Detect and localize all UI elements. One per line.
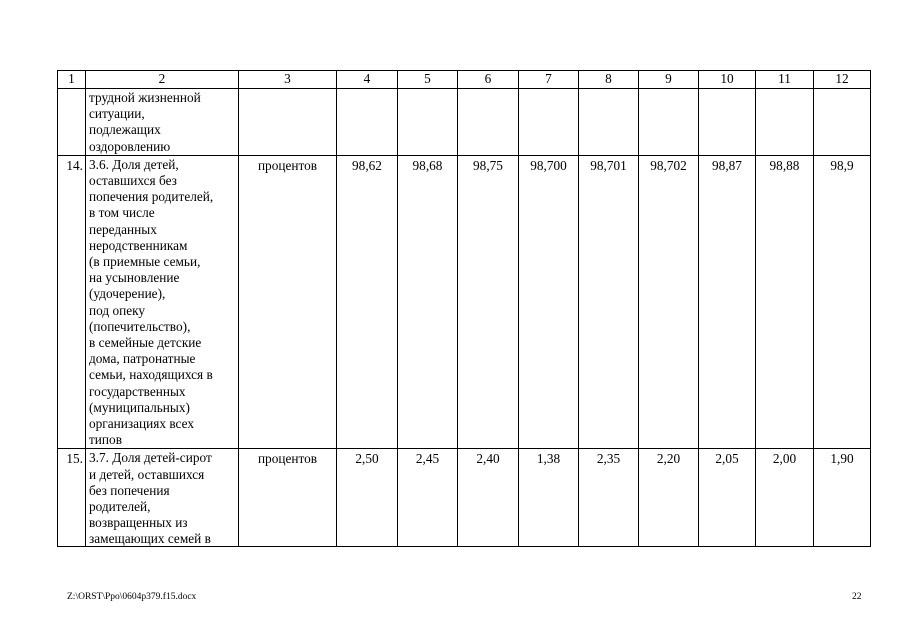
- value-cell: 2,40: [458, 449, 519, 547]
- column-header: 2: [86, 71, 239, 89]
- header-row: [58, 71, 871, 89]
- column-header: 1: [58, 71, 86, 89]
- index-cell: 14.: [58, 155, 86, 449]
- unit-cell: [239, 89, 337, 156]
- value-cell: 98,87: [699, 155, 756, 449]
- column-header: 12: [814, 71, 871, 89]
- data-table: [57, 70, 871, 547]
- value-cell: 98,700: [519, 155, 579, 449]
- column-header: 6: [458, 71, 519, 89]
- name-line: (в приемные семьи,: [89, 254, 201, 270]
- footer-file-path: Z:\ORST\Ppo\0604p379.f15.docx: [67, 592, 197, 602]
- name-line: подлежащих: [89, 122, 161, 138]
- name-line: и детей, оставшихся: [89, 466, 205, 482]
- column-header: 9: [639, 71, 699, 89]
- name-line: трудной жизненной: [89, 90, 201, 105]
- value-cell: [814, 89, 871, 156]
- indicator-name-cell: [86, 449, 239, 547]
- footer-page-number: 22: [852, 592, 862, 602]
- value-cell: [699, 89, 756, 156]
- name-line: (муниципальных): [89, 399, 190, 415]
- value-cell: [756, 89, 814, 156]
- name-line: ситуации,: [89, 106, 145, 122]
- unit-cell: процентов: [239, 449, 337, 547]
- index-cell: [58, 89, 86, 156]
- value-cell: 98,75: [458, 155, 519, 449]
- name-line: замещающих семей в: [89, 531, 211, 547]
- column-header: 7: [519, 71, 579, 89]
- value-cell: [458, 89, 519, 156]
- name-line: семьи, находящихся в: [89, 367, 213, 383]
- name-line: организациях всех: [89, 416, 194, 432]
- name-line: типов: [89, 432, 122, 448]
- table-row: [58, 449, 871, 547]
- name-line: 3.6. Доля детей,: [89, 156, 179, 172]
- column-header: 11: [756, 71, 814, 89]
- indicator-name-cell: [86, 155, 239, 449]
- value-cell: 2,05: [699, 449, 756, 547]
- name-line: родителей,: [89, 499, 151, 515]
- column-header: 10: [699, 71, 756, 89]
- name-line: переданных: [89, 221, 157, 237]
- value-cell: [398, 89, 458, 156]
- value-cell: 2,00: [756, 449, 814, 547]
- value-cell: 98,702: [639, 155, 699, 449]
- name-line: государственных: [89, 383, 186, 399]
- value-cell: 2,20: [639, 449, 699, 547]
- name-line: без попечения: [89, 482, 170, 498]
- value-cell: 98,701: [579, 155, 639, 449]
- column-header: 4: [337, 71, 398, 89]
- name-line: на усыновление: [89, 270, 180, 286]
- column-header: 3: [239, 71, 337, 89]
- name-line: в семейные детские: [89, 335, 202, 351]
- name-line: дома, патронатные: [89, 351, 196, 367]
- value-cell: [579, 89, 639, 156]
- value-cell: [337, 89, 398, 156]
- value-cell: 98,68: [398, 155, 458, 449]
- table-row: [58, 155, 871, 449]
- unit-cell: процентов: [239, 155, 337, 449]
- name-line: оздоровлению: [89, 138, 171, 154]
- value-cell: [639, 89, 699, 156]
- indicator-name-cell: [86, 89, 239, 156]
- column-header: 5: [398, 71, 458, 89]
- value-cell: 98,62: [337, 155, 398, 449]
- name-line: (попечительство),: [89, 318, 191, 334]
- name-line: попечения родителей,: [89, 189, 214, 205]
- name-line: оставшихся без: [89, 173, 177, 189]
- name-line: (удочерение),: [89, 286, 166, 302]
- value-cell: 1,90: [814, 449, 871, 547]
- value-cell: 98,9: [814, 155, 871, 449]
- name-line: неродственникам: [89, 237, 188, 253]
- value-cell: 2,50: [337, 449, 398, 547]
- value-cell: 2,45: [398, 449, 458, 547]
- value-cell: 1,38: [519, 449, 579, 547]
- index-cell: 15.: [58, 449, 86, 547]
- value-cell: 98,88: [756, 155, 814, 449]
- table-row-continuation: [58, 89, 871, 156]
- value-cell: [519, 89, 579, 156]
- name-line: в том числе: [89, 205, 155, 221]
- name-line: под опеку: [89, 302, 146, 318]
- value-cell: 2,35: [579, 449, 639, 547]
- column-header: 8: [579, 71, 639, 89]
- name-line: возвращенных из: [89, 515, 188, 531]
- name-line: 3.7. Доля детей-сирот: [89, 450, 212, 466]
- name-text-clip: [89, 450, 236, 546]
